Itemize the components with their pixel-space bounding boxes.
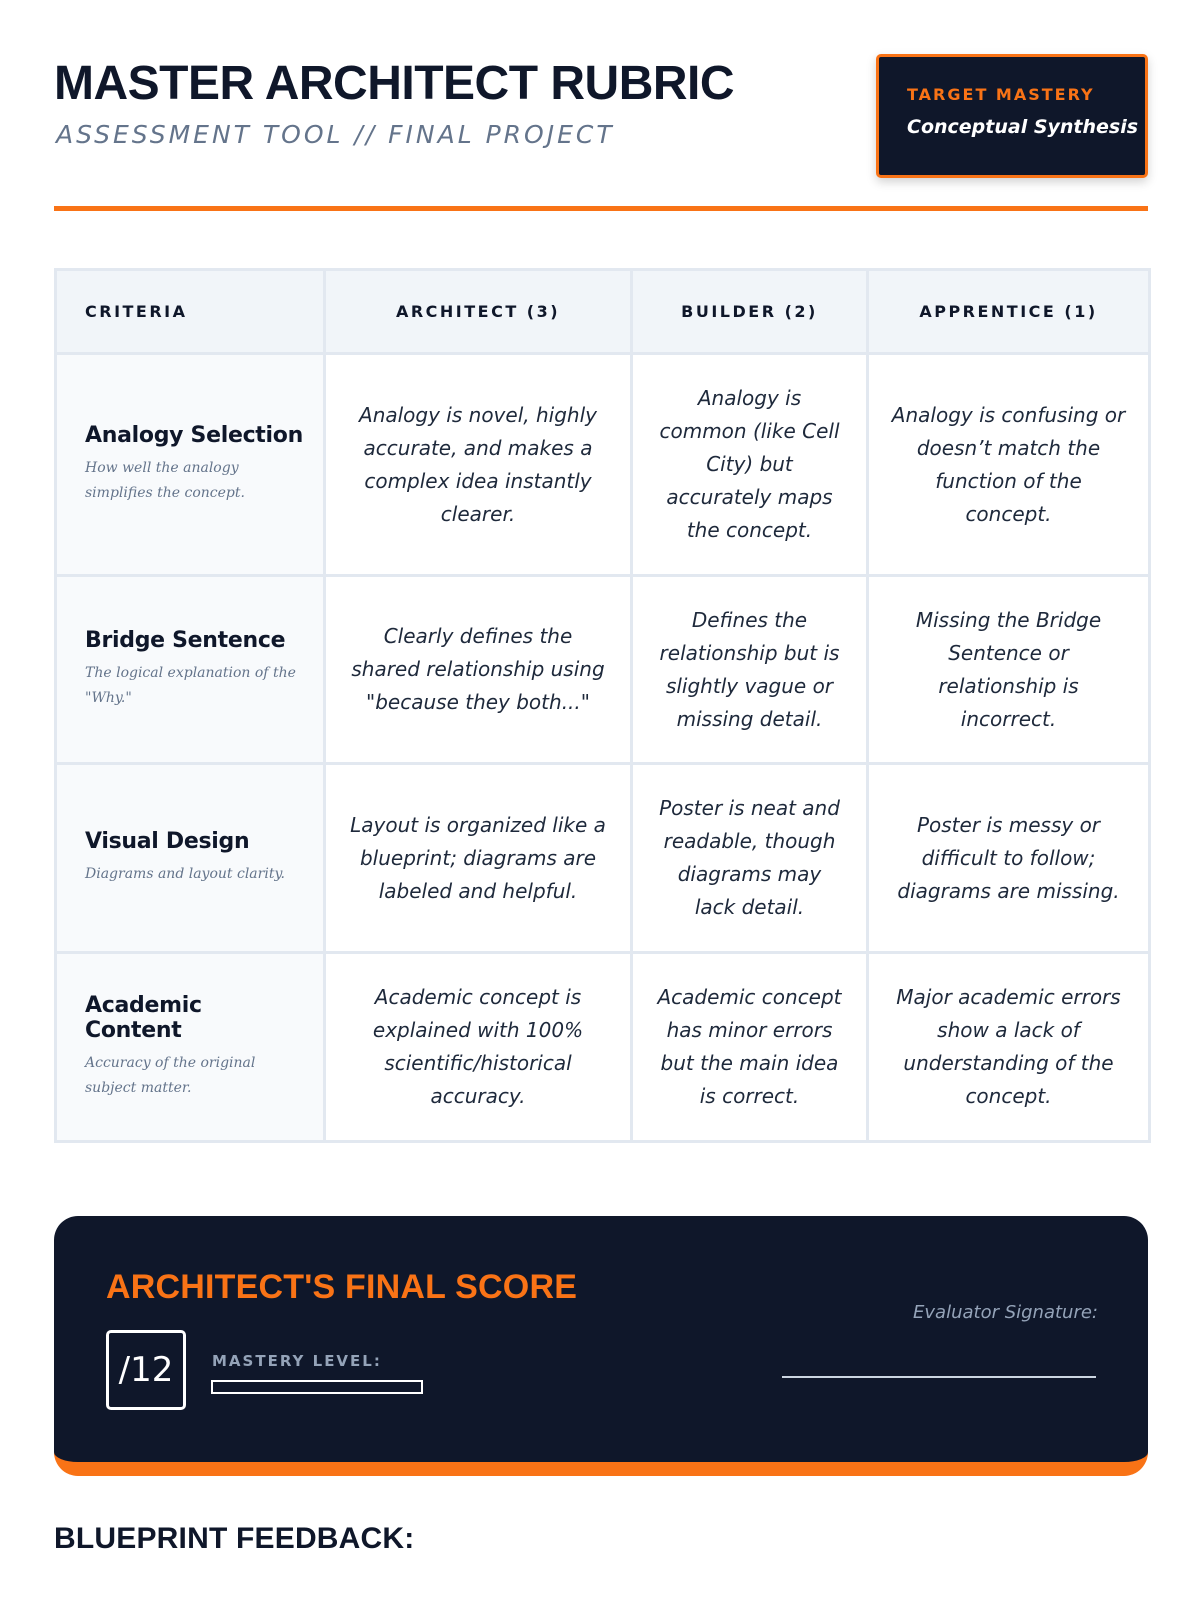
table-row	[56, 354, 1150, 576]
builder-cell: Academic concept has minor errors but the main idea is correct.	[632, 953, 868, 1142]
builder-cell: Analogy is common (like Cell City) but accurately maps the concept.	[632, 354, 868, 576]
apprentice-cell: Poster is messy or difficult to follow; diagrams are missing.	[868, 764, 1150, 953]
page-header	[54, 54, 1148, 214]
feedback-title: BLUEPRINT FEEDBACK:	[54, 1522, 415, 1555]
criteria-name: Visual Design	[85, 829, 250, 854]
architect-cell: Layout is organized like a blueprint; diagrams are labeled and helpful.	[325, 764, 632, 953]
architect-cell: Analogy is novel, highly accurate, and makes a complex idea instantly clearer.	[325, 354, 632, 576]
table-row	[56, 953, 1150, 1142]
criteria-cell	[56, 354, 325, 576]
rubric-table	[54, 268, 1151, 1143]
criteria-description: The logical explanation of the "Why."	[85, 665, 296, 706]
header-divider	[54, 206, 1148, 211]
builder-cell: Defines the relationship but is slightly vague or missing detail.	[632, 576, 868, 764]
page-title: MASTER ARCHITECT RUBRIC	[54, 57, 735, 110]
builder-cell: Poster is neat and readable, though diagrams may lack detail.	[632, 764, 868, 953]
table-row	[56, 764, 1150, 953]
table-header-row	[56, 270, 1150, 354]
column-header-criteria: CRITERIA	[56, 270, 325, 354]
final-score-card	[54, 1216, 1148, 1476]
criteria-name: Academic Content	[85, 993, 202, 1043]
criteria-cell	[56, 764, 325, 953]
table-row	[56, 576, 1150, 764]
apprentice-cell: Major academic errors show a lack of understanding of the concept.	[868, 953, 1150, 1142]
target-mastery-label: TARGET MASTERY	[907, 85, 1095, 104]
criteria-description: Diagrams and layout clarity.	[85, 866, 285, 882]
criteria-name: Bridge Sentence	[85, 628, 286, 653]
architect-cell: Clearly defines the shared relationship using "because they both..."	[325, 576, 632, 764]
criteria-description: Accuracy of the original subject matter.	[85, 1055, 256, 1096]
apprentice-cell: Missing the Bridge Sentence or relationship is incorrect.	[868, 576, 1150, 764]
column-header-architect: ARCHITECT (3)	[325, 270, 632, 354]
architect-cell: Academic concept is explained with 100% scientific/historical accuracy.	[325, 953, 632, 1142]
page-subtitle: ASSESSMENT TOOL // FINAL PROJECT	[56, 120, 615, 149]
criteria-cell	[56, 576, 325, 764]
criteria-description: How well the analogy simplifies the concept.	[85, 460, 245, 501]
evaluator-signature-label: Evaluator Signature:	[913, 1302, 1098, 1323]
score-input-box[interactable]: /12	[106, 1330, 186, 1410]
evaluator-signature-line[interactable]	[782, 1376, 1096, 1378]
column-header-apprentice: APPRENTICE (1)	[868, 270, 1150, 354]
criteria-name: Analogy Selection	[85, 423, 303, 448]
apprentice-cell: Analogy is confusing or doesn’t match the function of the concept.	[868, 354, 1150, 576]
mastery-level-label: MASTERY LEVEL:	[212, 1352, 382, 1370]
column-header-builder: BUILDER (2)	[632, 270, 868, 354]
mastery-level-bar	[211, 1380, 423, 1394]
target-mastery-value: Conceptual Synthesis	[907, 116, 1139, 138]
target-mastery-box	[876, 54, 1148, 178]
criteria-cell	[56, 953, 325, 1142]
final-score-title: ARCHITECT'S FINAL SCORE	[106, 1268, 578, 1306]
